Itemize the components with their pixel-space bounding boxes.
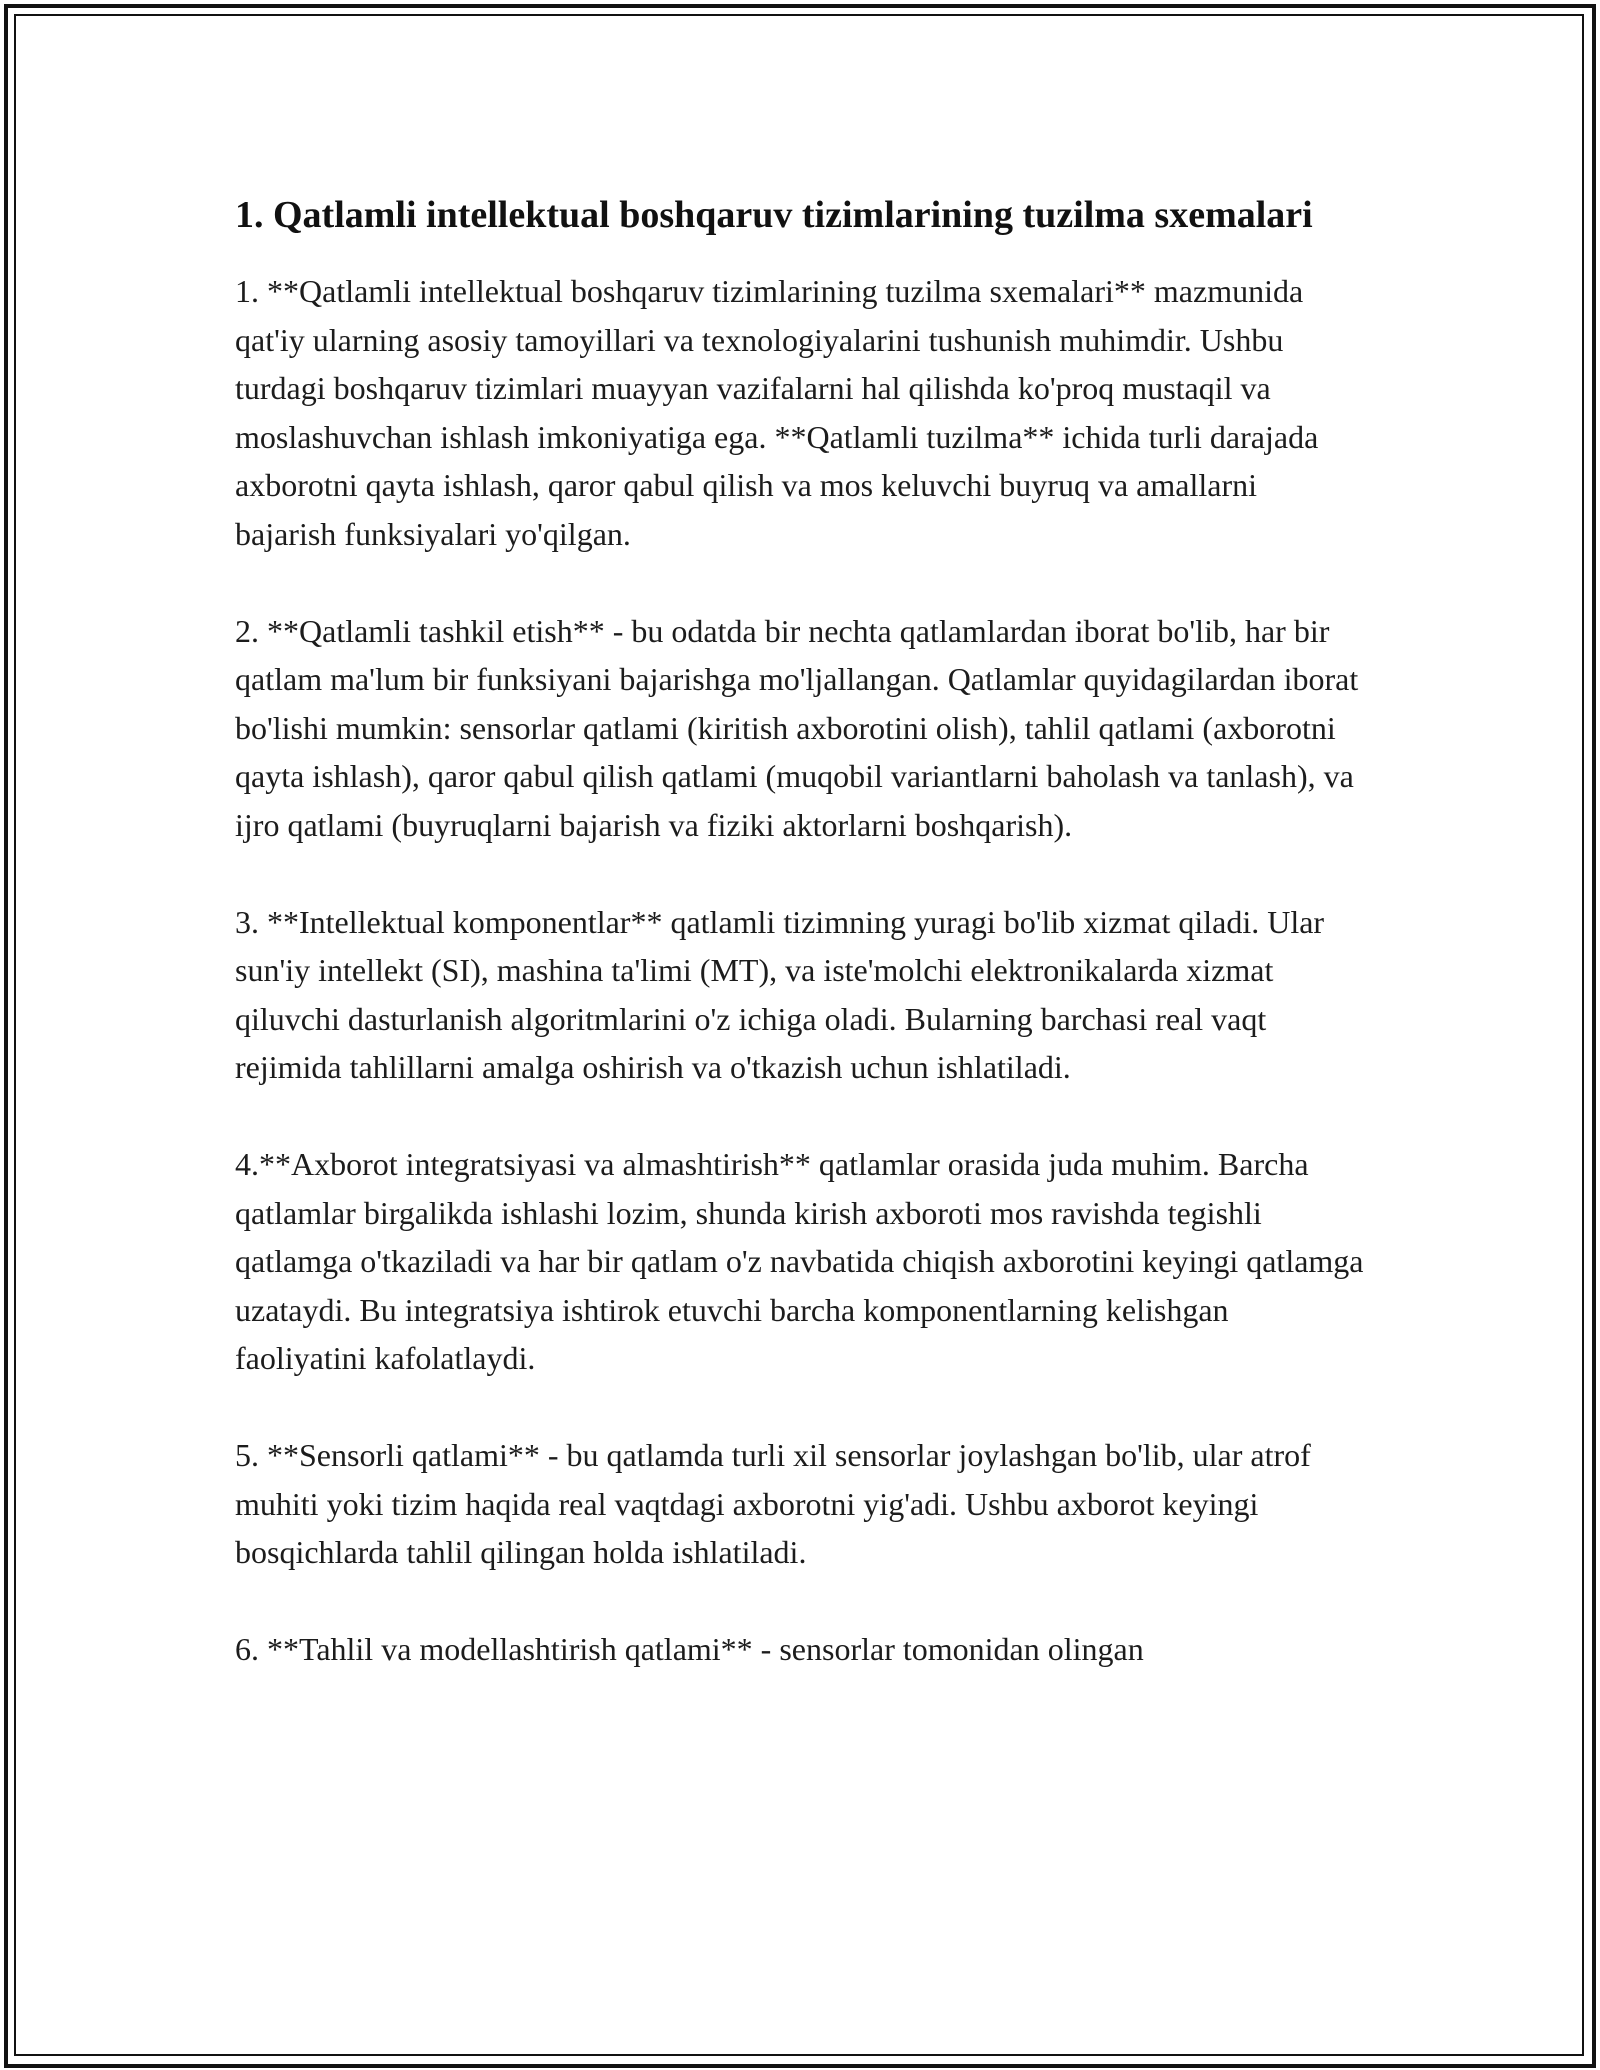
paragraph-4: 4.**Axborot integratsiyasi va almashtirish** qatlamlar orasida juda muhim. Barcha qatlamlar birgalikda ishlashi lozim, shunda kirish axboroti mos ravishda tegishli qatlamga o'tkaziladi va har bir qatlam o'z navbatida chiqish axborotini keyingi qatlamga uzataydi. Bu integratsiya ishtirok etuvchi barcha komponentlarning kelishgan faoliyatini kafolatlaydi. [235,1146,1364,1376]
document-body [235,188,1365,1722]
document-title: 1. Qatlamli intellektual boshqaruv tizimlarining tuzilma sxemalari [235,194,1313,236]
paragraph-3: 3. **Intellektual komponentlar** qatlamli tizimning yuragi bo'lib xizmat qiladi. Ular sun'iy intellekt (SI), mashina ta'limi (MT), va iste'molchi elektronikalarda xizmat qiluvchi dasturlanish algoritmlarini o'z ichiga oladi. Bularning barchasi real vaqt rejimida tahlillarni amalga oshirish va o'tkazish uchun ishlatiladi. [235,903,1325,1085]
paragraph-1: 1. **Qatlamli intellektual boshqaruv tizimlarining tuzilma sxemalari** mazmunida qat'iy ularning asosiy tamoyillari va texnologiyalarini tushunish muhimdir. Ushbu turdagi boshqaruv tizimlari muayyan vazifalarni hal qilishda ko'proq mustaqil va moslashuvchan ishlash imkoniyatiga ega. **Qatlamli tuzilma** ichida turli darajada axborotni qayta ishlash, qaror qabul qilish va mos keluvchi buyruq va amallarni bajarish funksiyalari yo'qilgan. [235,273,1319,552]
paragraph-2: 2. **Qatlamli tashkil etish** - bu odatda bir nechta qatlamlardan iborat bo'lib, har bir qatlam ma'lum bir funksiyani bajarishga mo'ljallangan. Qatlamlar quyidagilardan iborat bo'lishi mumkin: sensorlar qatlami (kiritish axborotini olish), tahlil qatlami (axborotni qayta ishlash), qaror qabul qilish qatlami (muqobil variantlarni baholash va tanlash), va ijro qatlami (buyruqlarni bajarish va fiziki aktorlarni boshqarish). [235,612,1359,843]
paragraph-5: 5. **Sensorli qatlami** - bu qatlamda turli xil sensorlar joylashgan bo'lib, ular atrof muhiti yoki tizim haqida real vaqtdagi axborotni yig'adi. Ushbu axborot keyingi bosqichlarda tahlil qilingan holda ishlatiladi. [235,1437,1311,1570]
paragraph-6: 6. **Tahlil va modellashtirish qatlami** - sensorlar tomonidan olingan [235,1631,1144,1667]
